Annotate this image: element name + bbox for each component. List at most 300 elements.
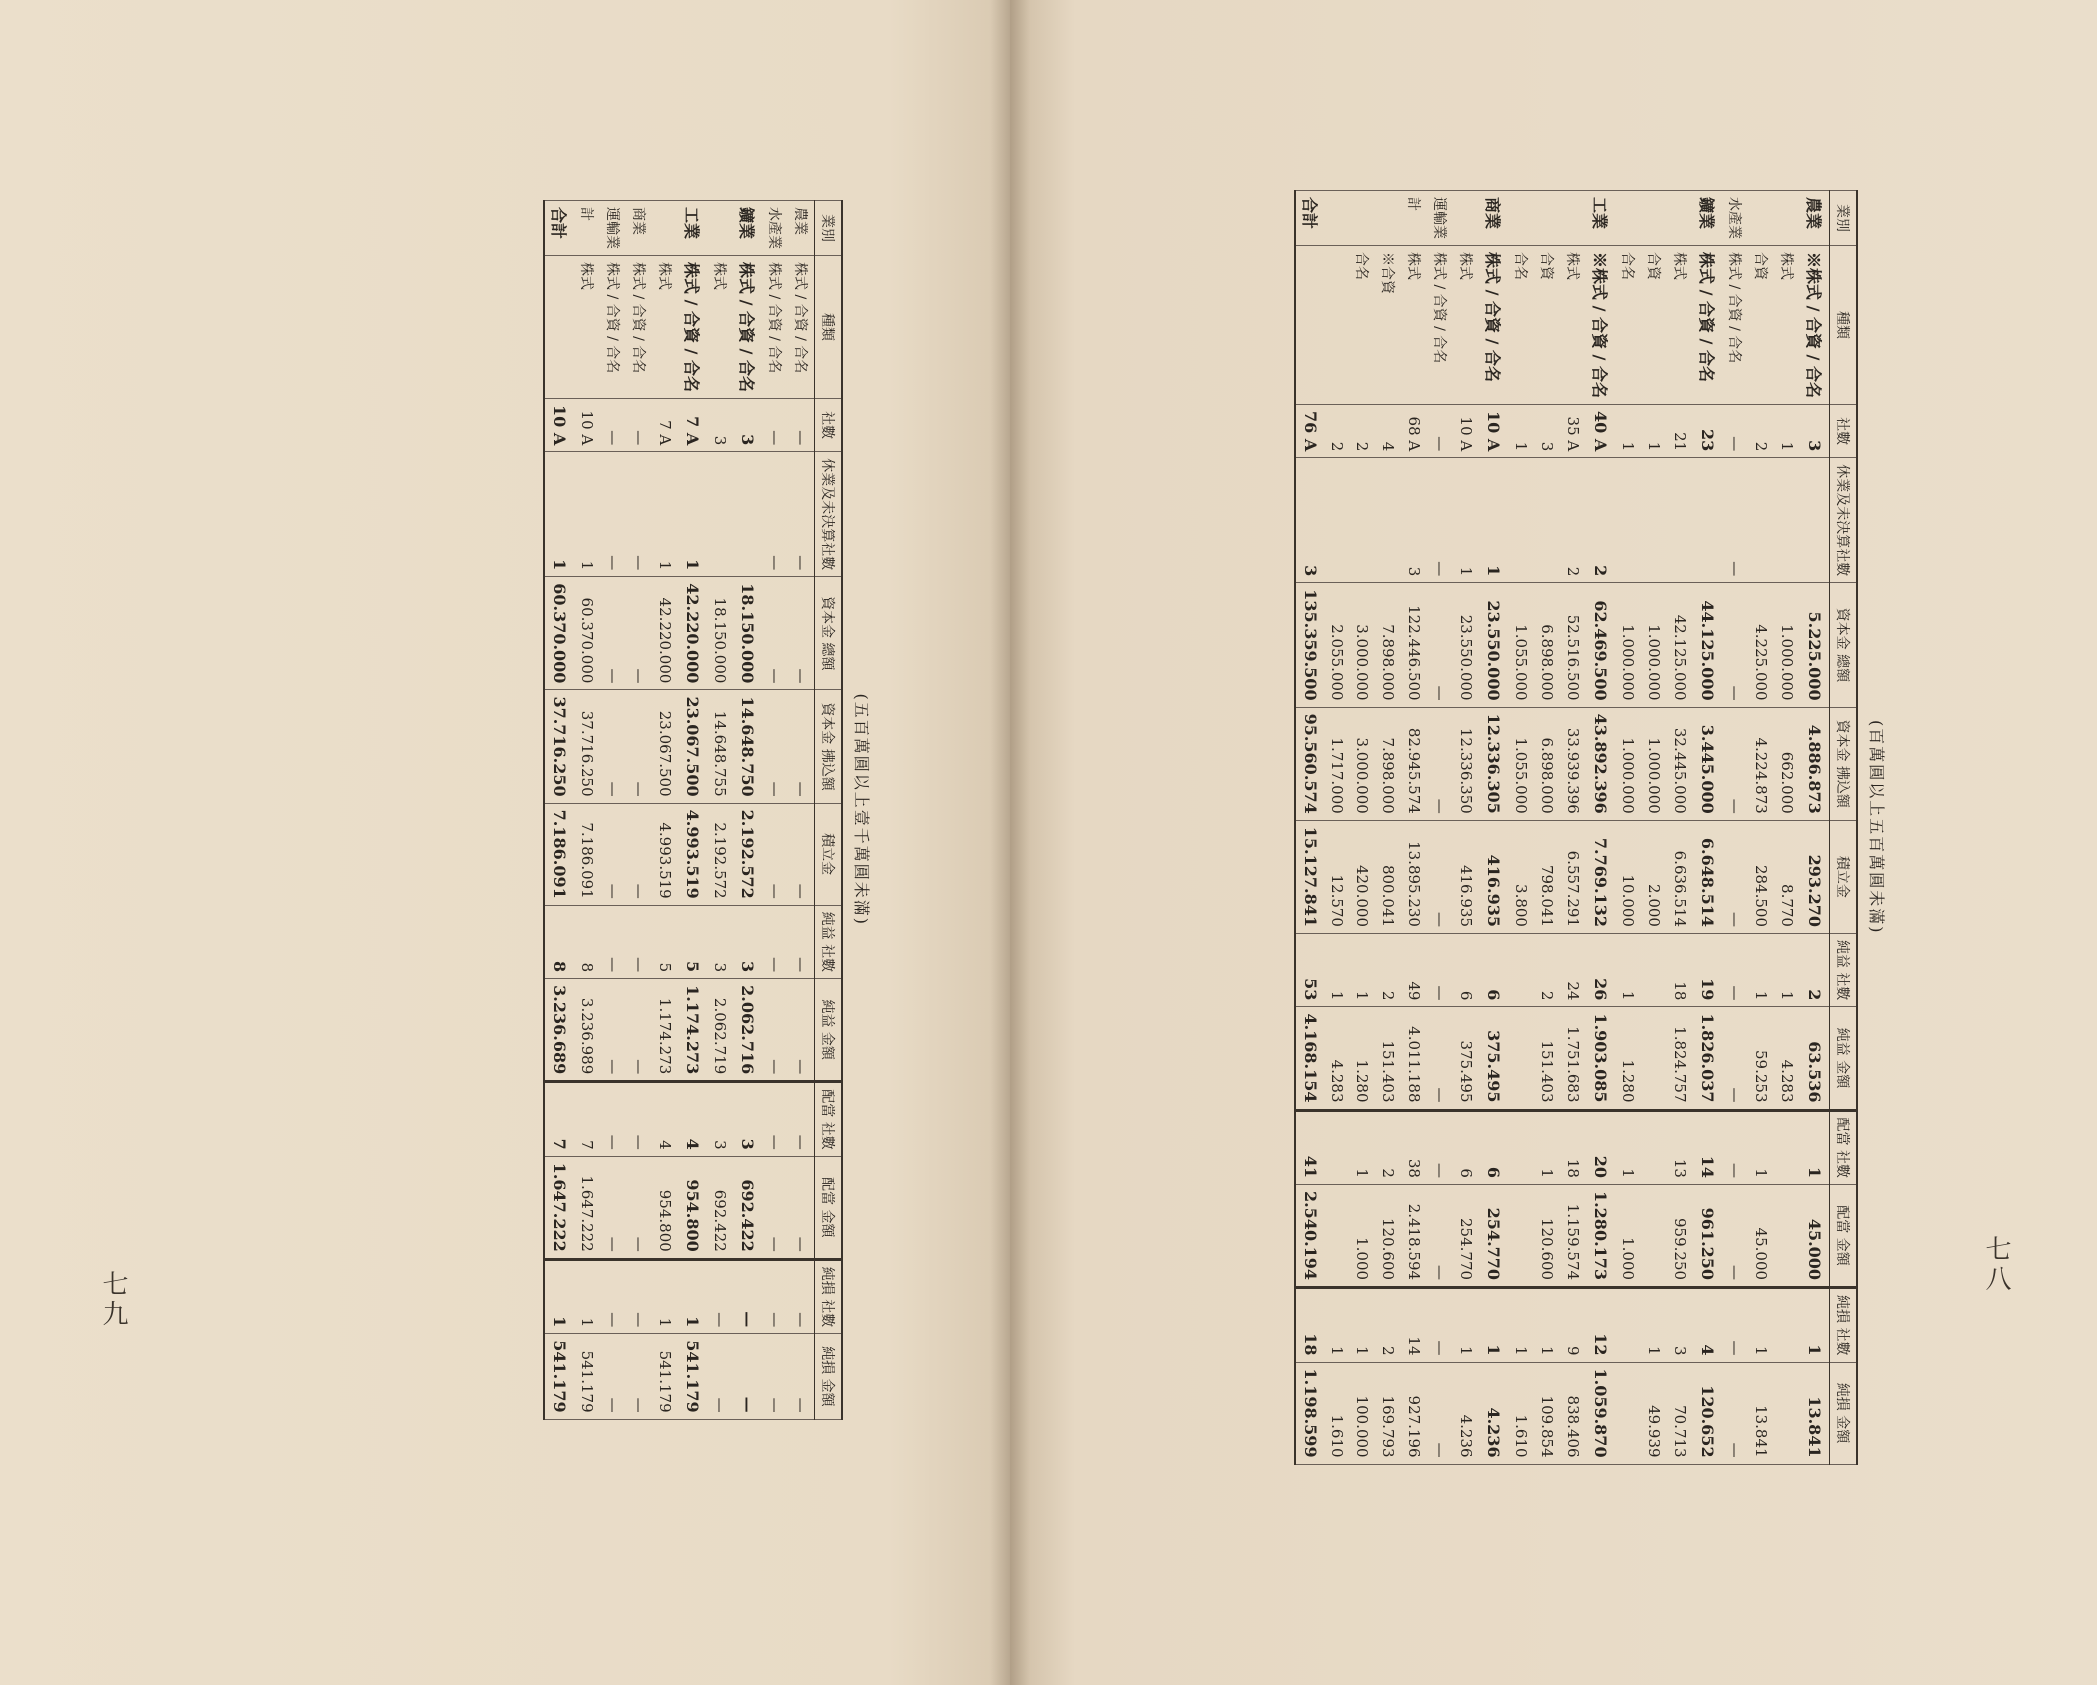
table-cell-kind: 株式 (652, 256, 678, 399)
table-cell-reserve: 284.500 (1748, 820, 1774, 933)
table-cell-paid: 7.898.000 (1375, 707, 1401, 820)
table-cell-kind: 合名 (1349, 246, 1375, 405)
table-cell-total: 42.125.000 (1667, 583, 1693, 707)
table-cell-pa: — (1722, 1007, 1748, 1110)
table-cell-idle: — (600, 452, 626, 577)
table-cell-pn: 2 (1800, 933, 1830, 1006)
table-cell-cat: 農業 (788, 201, 815, 256)
table-cell-total: — (1722, 583, 1748, 707)
table-cell-pn: 1 (1748, 933, 1774, 1006)
table-cell-da (1641, 1184, 1667, 1287)
table-cell-cat: 鑛業 (733, 201, 762, 256)
table-row (1586, 191, 1615, 1465)
table-cell-cat: 合計 (544, 201, 574, 256)
column-header: 積立金 (815, 803, 843, 905)
table-cell-idle (707, 452, 733, 577)
table-cell-paid: 43.892.396 (1586, 707, 1615, 820)
table-cell-dn (1508, 1110, 1534, 1184)
table-cell-dn: 38 (1401, 1110, 1427, 1184)
table-cell-pa: 4.283 (1774, 1007, 1800, 1110)
table-cell-ln: 1 (1325, 1288, 1349, 1362)
table-row (1693, 191, 1722, 1465)
table-cell-reserve: 7.186.091 (574, 803, 600, 905)
table-cell-idle: — (626, 452, 652, 577)
table-cell-kind: 合資 (1641, 246, 1667, 405)
table-cell-total: — (762, 577, 788, 690)
table-cell-dn: 3 (707, 1082, 733, 1156)
table-cell-kind: 合資 (1748, 246, 1774, 405)
table-cell-paid: 4.224.873 (1748, 707, 1774, 820)
table-cell-cat: 農業 (1800, 191, 1830, 246)
table-cell-la: — (600, 1334, 626, 1419)
table-cell-ln: — (1722, 1288, 1748, 1362)
table-cell-reserve: 798.041 (1534, 820, 1560, 933)
table-cell-n: 1 (1774, 404, 1800, 457)
table-cell-cat: 合計 (1295, 191, 1325, 246)
table-cell-dn: — (600, 1082, 626, 1156)
table-cell-reserve: — (1427, 820, 1453, 933)
table-cell-da: 1.647.222 (574, 1156, 600, 1259)
table-cell-dn: 18 (1560, 1110, 1586, 1184)
table-cell-pa: 151.403 (1534, 1007, 1560, 1110)
left-statistics-table (543, 200, 843, 1420)
table-cell-kind: ※株式 / 合資 / 合名 (1586, 246, 1615, 405)
table-cell-paid: 37.716.250 (574, 690, 600, 803)
table-cell-paid: — (626, 690, 652, 803)
table-cell-pa: — (626, 979, 652, 1082)
table-cell-pa: 2.062.719 (707, 979, 733, 1082)
column-header: 積立金 (1830, 820, 1858, 933)
table-cell-total: 6.898.000 (1534, 583, 1560, 707)
table-cell-total: 1.000.000 (1774, 583, 1800, 707)
table-cell-idle (1349, 458, 1375, 583)
table-cell-reserve: 3.800 (1508, 820, 1534, 933)
table-row (1667, 191, 1693, 1465)
table-cell-reserve: — (762, 803, 788, 905)
table-cell-n: 3 (1534, 404, 1560, 457)
table-cell-cat: 運輸業 (1427, 191, 1453, 246)
table-cell-n: 3 (707, 398, 733, 451)
table-cell-la: 4.236 (1453, 1362, 1479, 1464)
table-cell-ln: 1 (1508, 1288, 1534, 1362)
table-cell-cat (1667, 191, 1693, 246)
table-cell-cat (1641, 191, 1667, 246)
table-cell-reserve: 2.192.572 (733, 803, 762, 905)
table-cell-n: 1 (1508, 404, 1534, 457)
table-cell-total: 7.898.000 (1375, 583, 1401, 707)
table-cell-ln: 1 (1641, 1288, 1667, 1362)
table-cell-kind: 株式 / 合資 / 合名 (1722, 246, 1748, 405)
table-cell-cat: 鑛業 (1693, 191, 1722, 246)
table-cell-n: 3 (733, 398, 762, 451)
table-cell-la: — (788, 1334, 815, 1419)
table-cell-la: 541.179 (574, 1334, 600, 1419)
table-cell-la: 1.610 (1508, 1362, 1534, 1464)
table-cell-pn: 1 (1615, 933, 1641, 1006)
table-cell-n: — (600, 398, 626, 451)
table-cell-ln: 1 (1453, 1288, 1479, 1362)
table-row (707, 201, 733, 1420)
table-cell-n: 2 (1325, 404, 1349, 457)
table-cell-kind: 株式 (707, 256, 733, 399)
table-row (1479, 191, 1508, 1465)
table-cell-la: — (626, 1334, 652, 1419)
table-cell-idle: — (762, 452, 788, 577)
table-cell-pn: 6 (1453, 933, 1479, 1006)
table-cell-pn: — (788, 905, 815, 978)
table-cell-n: 35 A (1560, 404, 1586, 457)
table-cell-cat: 工業 (1586, 191, 1615, 246)
table-cell-la: — (1722, 1362, 1748, 1464)
left-table-frame (543, 200, 880, 1420)
table-cell-kind: 株式 (1401, 246, 1427, 405)
table-cell-pn: 2 (1534, 933, 1560, 1006)
table-cell-kind: 株式 / 合資 / 合名 (733, 256, 762, 399)
table-cell-ln: 1 (1748, 1288, 1774, 1362)
table-cell-cat: 工業 (678, 201, 707, 256)
table-cell-pn: 5 (678, 905, 707, 978)
table-cell-cat: 水產業 (762, 201, 788, 256)
table-cell-pn: 53 (1295, 933, 1325, 1006)
column-header: 純益 社數 (1830, 933, 1858, 1006)
table-cell-reserve: 420.000 (1349, 820, 1375, 933)
table-cell-ln: 12 (1586, 1288, 1615, 1362)
table-cell-da: 959.250 (1667, 1184, 1693, 1287)
table-row (1615, 191, 1641, 1465)
table-cell-n: — (1427, 404, 1453, 457)
table-cell-idle (1325, 458, 1349, 583)
table-row (574, 201, 600, 1420)
table-cell-dn: 2 (1375, 1110, 1401, 1184)
table-row (1508, 191, 1534, 1465)
table-row (1722, 191, 1748, 1465)
table-cell-da: 961.250 (1693, 1184, 1722, 1287)
table-cell-dn: 1 (1748, 1110, 1774, 1184)
table-cell-paid: 1.055.000 (1508, 707, 1534, 820)
table-cell-reserve: 2.192.572 (707, 803, 733, 905)
table-cell-da: 954.800 (652, 1156, 678, 1259)
table-cell-idle: 1 (678, 452, 707, 577)
right-statistics-table (1294, 190, 1858, 1465)
table-cell-reserve: 4.993.519 (678, 803, 707, 905)
table-cell-kind: 合名 (1508, 246, 1534, 405)
column-header: 休業及未決算社數 (1830, 458, 1858, 583)
table-cell-pa: 4.168.154 (1295, 1007, 1325, 1110)
table-cell-kind: 株式 / 合資 / 合名 (762, 256, 788, 399)
table-cell-kind: 株式 (574, 256, 600, 399)
table-cell-da: 692.422 (733, 1156, 762, 1259)
table-cell-pa: 1.824.757 (1667, 1007, 1693, 1110)
table-row (1401, 191, 1427, 1465)
table-cell-da: 1.280.173 (1586, 1184, 1615, 1287)
table-cell-pa: 375.495 (1453, 1007, 1479, 1110)
table-cell-total: — (1427, 583, 1453, 707)
table-cell-pn: 1 (1325, 933, 1349, 1006)
column-header: 資本金 拂込額 (815, 690, 843, 803)
table-cell-n: 10 A (1453, 404, 1479, 457)
column-header: 社數 (1830, 404, 1858, 457)
column-header: 種類 (1830, 246, 1858, 405)
table-cell-paid: — (600, 690, 626, 803)
table-cell-la: 1.610 (1325, 1362, 1349, 1464)
table-cell-kind (1295, 246, 1325, 405)
table-row (1748, 191, 1774, 1465)
table-cell-pn: — (1722, 933, 1748, 1006)
table-cell-reserve: 6.636.514 (1667, 820, 1693, 933)
table-cell-paid: 33.939.396 (1560, 707, 1586, 820)
table-cell-la: 541.179 (678, 1334, 707, 1419)
table-cell-pa: 4.283 (1325, 1007, 1349, 1110)
table-cell-pa: 1.280 (1615, 1007, 1641, 1110)
table-cell-ln: — (1427, 1288, 1453, 1362)
table-cell-dn (1325, 1110, 1349, 1184)
table-cell-kind: 株式 / 合資 / 合名 (1427, 246, 1453, 405)
table-cell-kind: 株式 / 合資 / 合名 (1479, 246, 1508, 405)
table-cell-la: — (733, 1334, 762, 1419)
table-cell-total: 23.550.000 (1479, 583, 1508, 707)
table-cell-total: 44.125.000 (1693, 583, 1722, 707)
table-cell-dn: 4 (678, 1082, 707, 1156)
table-row (678, 201, 707, 1420)
table-cell-idle (1508, 458, 1534, 583)
table-cell-da: 45.000 (1748, 1184, 1774, 1287)
table-cell-cat (1375, 191, 1401, 246)
table-cell-paid: 6.898.000 (1534, 707, 1560, 820)
table-cell-reserve: 2.000 (1641, 820, 1667, 933)
table-cell-idle (1641, 458, 1667, 583)
table-cell-pn: 49 (1401, 933, 1427, 1006)
table-row (1641, 191, 1667, 1465)
table-cell-pn: 8 (574, 905, 600, 978)
table-cell-idle: 2 (1586, 458, 1615, 583)
table-cell-la (1774, 1362, 1800, 1464)
table-cell-pn: 1 (1774, 933, 1800, 1006)
table-cell-cat (1534, 191, 1560, 246)
table-cell-paid: 23.067.500 (678, 690, 707, 803)
column-header: 純損 社數 (1830, 1288, 1858, 1362)
table-cell-idle: 1 (652, 452, 678, 577)
table-cell-da: 45.000 (1800, 1184, 1830, 1287)
table-cell-dn: 4 (652, 1082, 678, 1156)
table-cell-pn: 5 (652, 905, 678, 978)
table-cell-total: 42.220.000 (652, 577, 678, 690)
table-row (652, 201, 678, 1420)
table-cell-da: 2.540.194 (1295, 1184, 1325, 1287)
table-row (1295, 191, 1325, 1465)
table-cell-pa: — (1427, 1007, 1453, 1110)
table-cell-la: 838.406 (1560, 1362, 1586, 1464)
table-cell-dn: 13 (1667, 1110, 1693, 1184)
table-cell-pa (1508, 1007, 1534, 1110)
table-cell-kind: 株式 / 合資 / 合名 (626, 256, 652, 399)
table-cell-total: 122.446.500 (1401, 583, 1427, 707)
table-cell-idle: 3 (1401, 458, 1427, 583)
table-cell-total: 60.370.000 (574, 577, 600, 690)
table-cell-pa: 63.536 (1800, 1007, 1830, 1110)
table-cell-da: 954.800 (678, 1156, 707, 1259)
table-row (1427, 191, 1453, 1465)
table-cell-kind: 合資 (1534, 246, 1560, 405)
column-header: 純損 社數 (815, 1259, 843, 1333)
table-cell-da: 120.600 (1375, 1184, 1401, 1287)
table-cell-pn: 2 (1375, 933, 1401, 1006)
table-cell-ln: — (600, 1259, 626, 1333)
table-cell-kind: 株式 / 合資 / 合名 (788, 256, 815, 399)
table-cell-ln: 1 (544, 1259, 574, 1333)
table-cell-la: 4.236 (1479, 1362, 1508, 1464)
table-cell-n: 10 A (1479, 404, 1508, 457)
table-cell-total: 135.359.500 (1295, 583, 1325, 707)
table-cell-n: — (626, 398, 652, 451)
table-cell-reserve: 416.935 (1453, 820, 1479, 933)
table-cell-dn (1641, 1110, 1667, 1184)
table-cell-la: 541.179 (544, 1334, 574, 1419)
table-cell-pn: — (600, 905, 626, 978)
table-cell-cat (1774, 191, 1800, 246)
table-row (1349, 191, 1375, 1465)
table-cell-la: 169.793 (1375, 1362, 1401, 1464)
table-cell-da: — (788, 1156, 815, 1259)
table-cell-kind: 株式 (1774, 246, 1800, 405)
table-cell-la: — (1427, 1362, 1453, 1464)
table-cell-idle: 3 (1295, 458, 1325, 583)
table-cell-da: 692.422 (707, 1156, 733, 1259)
column-header: 業別 (815, 201, 843, 256)
table-cell-da: 120.600 (1534, 1184, 1560, 1287)
table-cell-kind: 株式 (1560, 246, 1586, 405)
table-row (733, 201, 762, 1420)
table-cell-pa: — (600, 979, 626, 1082)
table-cell-paid: 662.000 (1774, 707, 1800, 820)
table-cell-n: 7 A (652, 398, 678, 451)
table-cell-reserve: 800.041 (1375, 820, 1401, 933)
table-cell-total: — (626, 577, 652, 690)
table-cell-la: 927.196 (1401, 1362, 1427, 1464)
table-cell-ln: — (707, 1259, 733, 1333)
table-cell-idle: 2 (1560, 458, 1586, 583)
table-cell-paid: 14.648.750 (733, 690, 762, 803)
table-cell-total: 4.225.000 (1748, 583, 1774, 707)
table-cell-la: — (707, 1334, 733, 1419)
table-cell-kind: 株式 (1453, 246, 1479, 405)
table-cell-ln (1615, 1288, 1641, 1362)
table-cell-pn: 18 (1667, 933, 1693, 1006)
table-cell-da (1508, 1184, 1534, 1287)
table-cell-dn: — (762, 1082, 788, 1156)
table-cell-ln: — (762, 1259, 788, 1333)
table-cell-n: 76 A (1295, 404, 1325, 457)
table-row (1325, 191, 1349, 1465)
table-cell-n: 23 (1693, 404, 1722, 457)
table-cell-la: 13.841 (1800, 1362, 1830, 1464)
table-cell-total: 1.055.000 (1508, 583, 1534, 707)
table-cell-total: 2.055.000 (1325, 583, 1349, 707)
table-cell-pn: 26 (1586, 933, 1615, 1006)
table-cell-da: — (1427, 1184, 1453, 1287)
table-cell-dn: 20 (1586, 1110, 1615, 1184)
table-cell-paid: 14.648.755 (707, 690, 733, 803)
table-cell-dn: 1 (1615, 1110, 1641, 1184)
table-cell-total: 62.469.500 (1586, 583, 1615, 707)
table-cell-n: 1 (1615, 404, 1641, 457)
column-header: 純損 金額 (815, 1334, 843, 1419)
table-cell-n: 3 (1800, 404, 1830, 457)
table-cell-total: 23.550.000 (1453, 583, 1479, 707)
table-cell-pa: 375.495 (1479, 1007, 1508, 1110)
table-cell-da (1325, 1184, 1349, 1287)
table-cell-idle: — (1722, 458, 1748, 583)
table-cell-n: 21 (1667, 404, 1693, 457)
table-cell-idle: — (1427, 458, 1453, 583)
table-row (626, 201, 652, 1420)
table-cell-pa: 1.826.037 (1693, 1007, 1722, 1110)
table-cell-pn: — (762, 905, 788, 978)
table-cell-reserve: 293.270 (1800, 820, 1830, 933)
table-cell-paid: — (1722, 707, 1748, 820)
column-header: 純益 社數 (815, 905, 843, 978)
table-cell-la: 13.841 (1748, 1362, 1774, 1464)
right-table-caption: (百萬圓以上五百萬圓未滿) (1867, 720, 1886, 935)
table-cell-dn: 1 (1349, 1110, 1375, 1184)
table-cell-ln: 14 (1401, 1288, 1427, 1362)
table-cell-paid: 4.886.873 (1800, 707, 1830, 820)
table-cell-ln: 1 (1479, 1288, 1508, 1362)
table-cell-cat: 計 (574, 201, 600, 256)
column-header: 種類 (815, 256, 843, 399)
table-cell-pa: 3.236.989 (574, 979, 600, 1082)
column-header: 配當 金額 (815, 1156, 843, 1259)
column-header: 休業及未決算社數 (815, 452, 843, 577)
table-cell-total: 1.000.000 (1641, 583, 1667, 707)
table-cell-reserve: 7.769.132 (1586, 820, 1615, 933)
table-cell-idle: 1 (544, 452, 574, 577)
table-cell-ln: 1 (1800, 1288, 1830, 1362)
table-cell-idle: 1 (1453, 458, 1479, 583)
table-cell-pa: 3.236.689 (544, 979, 574, 1082)
column-header: 純益 金額 (815, 979, 843, 1082)
table-cell-ln: 1 (574, 1259, 600, 1333)
table-cell-cat (1508, 191, 1534, 246)
table-cell-ln: 3 (1667, 1288, 1693, 1362)
table-row (1560, 191, 1586, 1465)
table-cell-la: 1.059.870 (1586, 1362, 1615, 1464)
table-cell-cat: 水產業 (1722, 191, 1748, 246)
table-cell-kind (544, 256, 574, 399)
table-cell-kind: 株式 / 合資 / 合名 (600, 256, 626, 399)
table-cell-ln: — (733, 1259, 762, 1333)
table-cell-n: — (762, 398, 788, 451)
table-cell-reserve: 13.895.230 (1401, 820, 1427, 933)
table-cell-cat: 商業 (1479, 191, 1508, 246)
table-row (1774, 191, 1800, 1465)
table-cell-da: 254.770 (1453, 1184, 1479, 1287)
table-cell-idle (1375, 458, 1401, 583)
table-cell-kind (1325, 246, 1349, 405)
table-cell-total: 52.516.500 (1560, 583, 1586, 707)
table-cell-la: 120.652 (1693, 1362, 1722, 1464)
table-cell-cat (1615, 191, 1641, 246)
table-cell-ln: 9 (1560, 1288, 1586, 1362)
table-cell-cat: 計 (1401, 191, 1427, 246)
table-cell-paid: 12.336.350 (1453, 707, 1479, 820)
table-cell-ln: 1 (1534, 1288, 1560, 1362)
table-cell-total: — (788, 577, 815, 690)
table-cell-total: 5.225.000 (1800, 583, 1830, 707)
table-cell-reserve: 7.186.091 (544, 803, 574, 905)
table-cell-paid: 12.336.305 (1479, 707, 1508, 820)
table-cell-paid: 82.945.574 (1401, 707, 1427, 820)
table-cell-da: 1.159.574 (1560, 1184, 1586, 1287)
